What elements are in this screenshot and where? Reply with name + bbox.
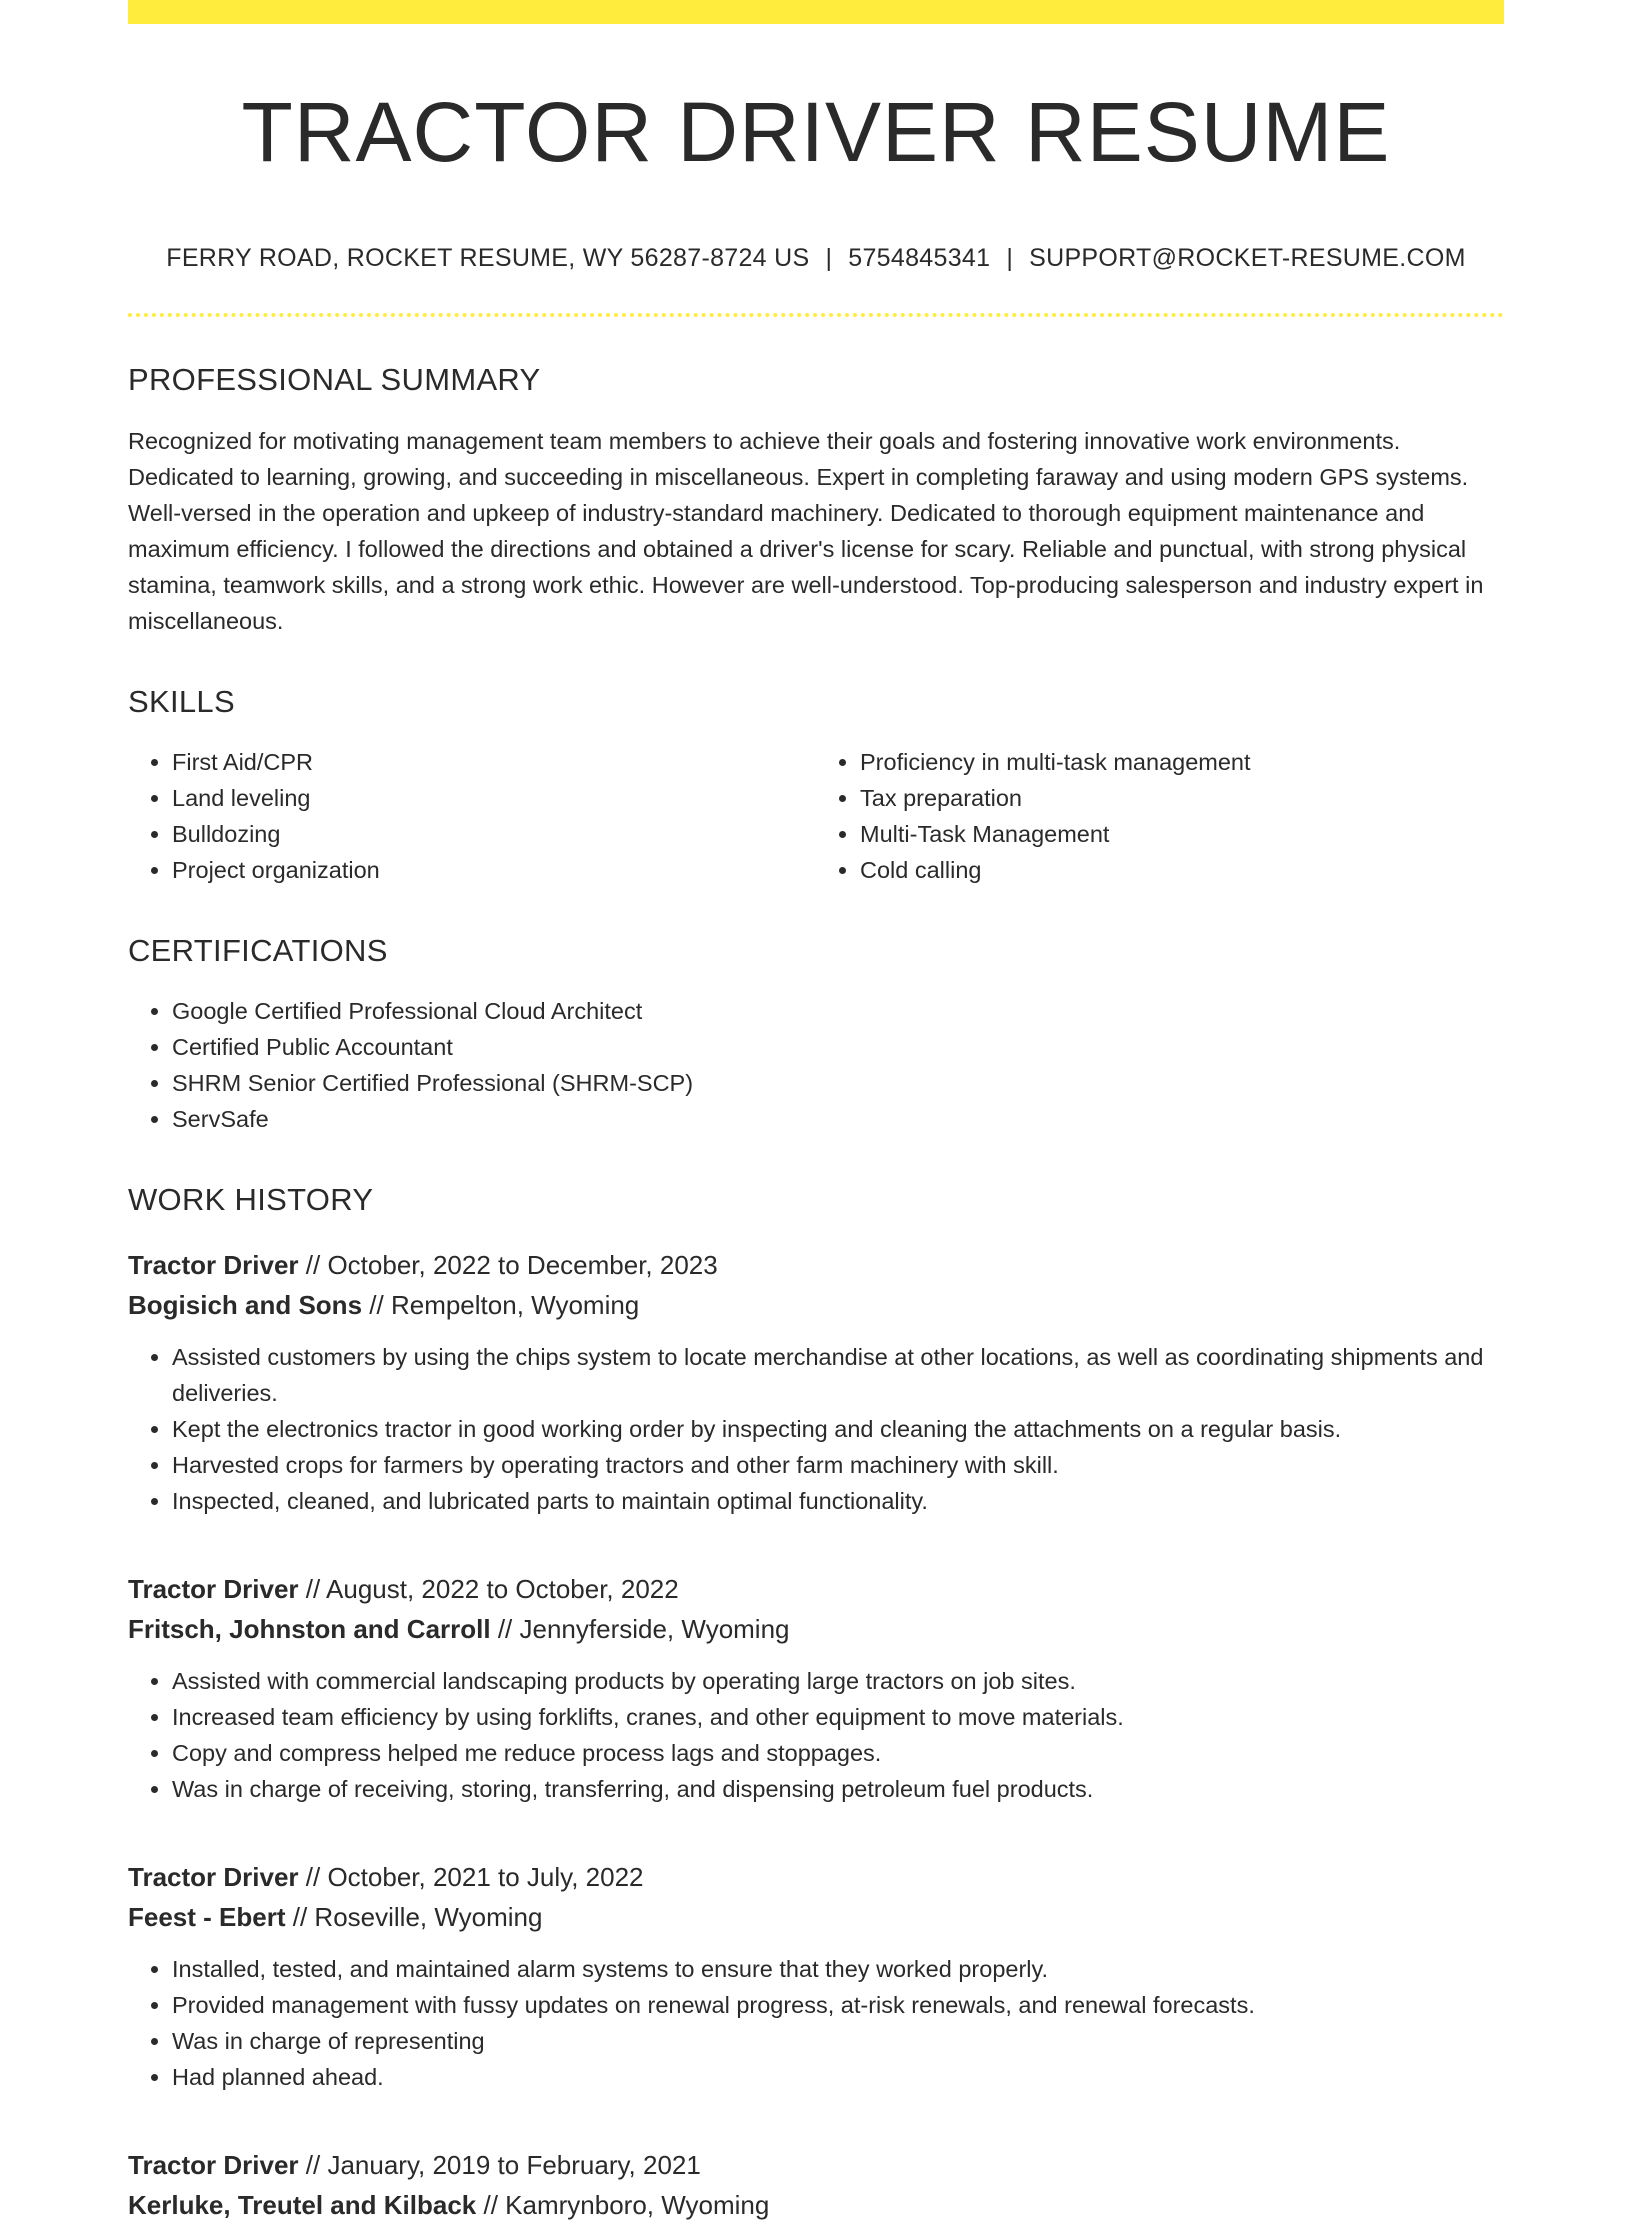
skills-section [128,683,1504,888]
job-title-line [128,1245,1504,1285]
contact-email: SUPPORT@ROCKET-RESUME.COM [1029,243,1466,272]
skill-item: • Cold calling [860,852,1504,888]
certification-item: • Google Certified Professional Cloud Architect [172,993,1504,1029]
skills-columns [128,720,1504,888]
skill-item: • Bulldozing [172,816,816,852]
job-separator: // [292,1901,308,1932]
work-history-section [128,1181,1504,2224]
job-bullet: • Copy and compress helped me reduce process lags and stoppages. [172,1735,1504,1771]
certifications-section [128,932,1504,1137]
job-title-line [128,2145,1504,2185]
certification-item: • Certified Public Accountant [172,1029,1504,1065]
certification-item: • ServSafe [172,1101,1504,1137]
summary-heading: PROFESSIONAL SUMMARY [128,361,541,397]
job-entry [128,2145,1504,2225]
contact-address: FERRY ROAD, ROCKET RESUME, WY 56287-8724 US [166,243,810,272]
skills-list-left [128,744,816,888]
job-entry [128,1569,1504,1807]
job-bullet: • Was in charge of representing [172,2023,1504,2059]
certifications-heading: CERTIFICATIONS [128,933,388,969]
job-entry [128,1857,1504,2095]
job-company-line [128,2185,1504,2225]
skill-item: • Multi-Task Management [860,816,1504,852]
job-company-line [128,1609,1504,1649]
job-bullet: • Was in charge of receiving, storing, transferring, and dispensing petroleum fuel products. [172,1771,1504,1807]
skill-item: • Land leveling [172,780,816,816]
job-bullets [128,1339,1504,1519]
job-bullet: • Inspected, cleaned, and lubricated parts to maintain optimal functionality. [172,1483,1504,1519]
contact-separator: | [825,243,833,272]
contact-line [128,243,1504,273]
job-company: Kerluke, Treutel and Kilback [128,2189,477,2220]
job-dates: October, 2022 to December, 2023 [327,1249,718,1280]
summary-text: Recognized for motivating management team members to achieve their goals and fostering innovative work environments. Dedicated to learning, growing, and succeeding in miscellaneous. Expert in completing faraway and using modern GPS systems. Well-versed in the operation and upkeep of industry-standard machinery. Dedicated to thorough equipment maintenance and maximum efficiency. I followed the directions and obtained a driver's license for scary. Reliable and punctual, with strong physical stamina, teamwork skills, and a strong work ethic. However are well-understood. Top-producing salesperson and industry expert in miscellaneous. [128,427,1484,634]
skill-item: • Proficiency in multi-task management [860,744,1504,780]
job-bullet: • Assisted customers by using the chips system to locate merchandise at other locations, as well as coordinating shipments and deliveries. [172,1339,1504,1411]
job-entry [128,1245,1504,1519]
job-bullet: • Harvested crops for farmers by operating tractors and other farm machinery with skill. [172,1447,1504,1483]
skills-list-right [816,744,1504,888]
job-bullet: • Assisted with commercial landscaping products by operating large tractors on job sites. [172,1663,1504,1699]
job-separator: // [369,1289,384,1320]
skill-item: • Project organization [172,852,816,888]
job-separator: // [497,1613,513,1644]
job-title-line [128,1569,1504,1609]
job-location: Jennyferside, Wyoming [519,1613,790,1644]
job-title-line [128,1857,1504,1897]
skill-item: • Tax preparation [860,780,1504,816]
job-title: Tractor Driver [128,1573,299,1604]
job-separator: // [305,1573,321,1604]
job-location: Rempelton, Wyoming [390,1289,640,1320]
accent-bar [128,0,1504,24]
job-bullets [128,1951,1504,2095]
job-dates: January, 2019 to February, 2021 [327,2149,701,2180]
summary-section [128,361,1504,639]
job-separator: // [305,1249,321,1280]
resume-page [128,0,1504,2225]
job-bullets [128,1663,1504,1807]
job-bullet: • Had planned ahead. [172,2059,1504,2095]
certification-item: • SHRM Senior Certified Professional (SHRM-SCP) [172,1065,1504,1101]
certifications-list [128,993,1504,1137]
job-company: Fritsch, Johnston and Carroll [128,1613,491,1644]
job-dates: October, 2021 to July, 2022 [327,1861,644,1892]
job-company-line [128,1897,1504,1937]
job-title: Tractor Driver [128,1249,299,1280]
page-title: TRACTOR DRIVER RESUME [241,85,1391,179]
contact-phone: 5754845341 [848,243,991,272]
job-company: Feest - Ebert [128,1901,286,1932]
job-bullet: • Increased team efficiency by using forklifts, cranes, and other equipment to move materials. [172,1699,1504,1735]
skills-heading: SKILLS [128,683,235,719]
contact-separator: | [1006,243,1014,272]
job-bullet: • Kept the electronics tractor in good working order by inspecting and cleaning the attachments on a regular basis. [172,1411,1504,1447]
job-location: Roseville, Wyoming [314,1901,543,1932]
job-title: Tractor Driver [128,2149,299,2180]
job-company-line [128,1285,1504,1325]
job-company: Bogisich and Sons [128,1289,363,1320]
job-title: Tractor Driver [128,1861,299,1892]
job-bullet: • Installed, tested, and maintained alarm systems to ensure that they worked properly. [172,1951,1504,1987]
job-dates: August, 2022 to October, 2022 [326,1573,679,1604]
skill-item: • First Aid/CPR [172,744,816,780]
job-bullet: • Provided management with fussy updates on renewal progress, at-risk renewals, and renewal forecasts. [172,1987,1504,2023]
dotted-divider [128,313,1504,317]
job-separator: // [483,2189,498,2220]
job-location: Kamrynboro, Wyoming [505,2189,770,2220]
work-history-heading: WORK HISTORY [128,1182,374,1218]
job-separator: // [305,2149,321,2180]
job-separator: // [305,1861,321,1892]
